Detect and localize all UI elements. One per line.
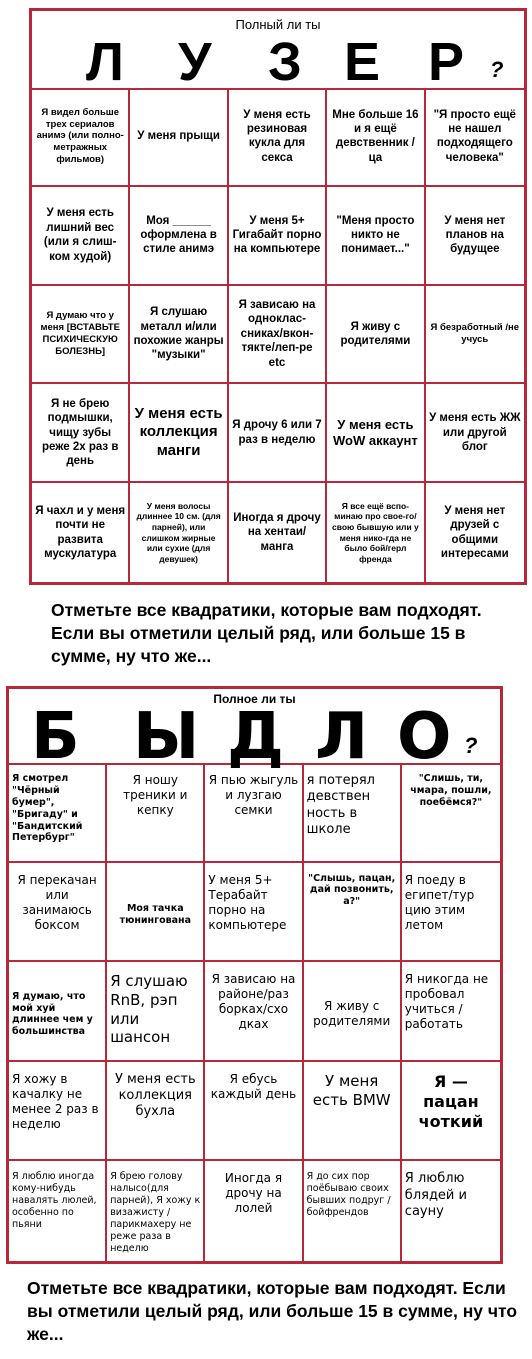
bingo-cell[interactable]: "Я просто ещё не нашел подходящего человека" (426, 88, 524, 187)
bingo-cell[interactable]: Я — пацан чоткий (402, 1062, 500, 1162)
bingo-cell[interactable]: У меня есть BMW (304, 1062, 402, 1162)
bingo-cell[interactable]: Я безработный /не учусь (426, 286, 524, 385)
bingo-cell[interactable]: "Меня просто никто не понимает..." (327, 187, 425, 286)
bingo-cell[interactable]: Моя тачка тюнингована (107, 863, 205, 963)
loser-title (32, 32, 524, 92)
bingo-cell[interactable]: Я пью жыгуль и лузгаю семки (205, 763, 303, 863)
title-letter: Б (31, 700, 80, 774)
loser-bingo-grid (32, 88, 524, 582)
bingo-cell[interactable]: Я чахл и у меня почти не развита мускулатура (32, 483, 130, 582)
bingo-cell[interactable]: Я зависаю на одноклас-сниках/вкон-тякте/леп-ре etc (229, 286, 327, 385)
loser-instructions: Отметьте все квадратики, которые вам подходят. Если вы отметили целый ряд, или больше 15 в сумме, ну что же... (51, 600, 482, 666)
bingo-cell[interactable]: я потерял девствен ность в школе (304, 763, 402, 863)
bingo-cell[interactable]: У меня волосы длиннее 10 см. (для парней), или слишком жирные или сухие (для девушек) (130, 483, 228, 582)
bingo-cell[interactable]: У меня есть резиновая кукла для секса (229, 88, 327, 187)
bingo-cell[interactable]: Я до сих пор поёбываю своих бывших подруг / бойфрендов (304, 1161, 402, 1261)
bingo-cell[interactable]: Я поеду в египет/тур цию этим летом (402, 863, 500, 963)
title-letter: Ы (133, 700, 200, 774)
bingo-cell[interactable]: Я живу с родителями (304, 962, 402, 1062)
bingo-cell[interactable]: Я люблю блядей и сауну (404, 1171, 467, 1219)
bingo-cell[interactable]: У меня есть лишний вес (или я слиш-ком худой) (32, 187, 130, 286)
title-letter: У (178, 32, 212, 92)
bydlo-bingo-grid (9, 763, 500, 1261)
bingo-cell[interactable]: У меня 5+ Гигабайт порно на компьютере (229, 187, 327, 286)
bingo-cell[interactable]: Я видел больше трех сериалов анимэ (или полно-метражных фильмов) (32, 88, 130, 187)
bingo-cell[interactable]: Моя ______ оформлена в стиле анимэ (130, 187, 228, 286)
title-letter: Р (428, 32, 465, 92)
loser-card-subtitle: Полный ли ты (235, 17, 321, 32)
bingo-cell[interactable]: Я все ещё вспо-минаю про свое-го/свою бывшую или у меня нико-гда не было бой/герл френда (327, 483, 425, 582)
bydlo-card-header (9, 689, 500, 774)
bingo-cell[interactable]: У меня нет друзей с общими интересами (440, 504, 509, 560)
bydlo-instructions: Отметьте все квадратики, которые вам подходят. Если вы отметили целый ряд, или больше 15 в сумме, ну что же... (27, 1278, 518, 1344)
bingo-cell[interactable]: Иногда я дрочу на лолей (205, 1161, 303, 1261)
title-letter: О (397, 700, 452, 774)
bingo-cell[interactable]: Я смотрел "Чёрный бумер", "Бригаду" и "Бандитский Петербург" (9, 763, 107, 863)
bingo-cell[interactable]: У меня 5+ Терабайт порно на компьютере (205, 863, 303, 963)
bingo-cell[interactable]: Мне больше 16 и я ещё девственник /ца (327, 88, 425, 187)
bingo-cell[interactable]: У меня есть коллекция бухла (107, 1062, 205, 1162)
title-letter: Л (315, 700, 369, 774)
bingo-cell[interactable]: Я брею голову налысо(для парней), Я хожу к визажисту /парикмахеру не реже раза в неделю (107, 1161, 205, 1261)
bingo-cell[interactable]: Я ебусь каждый день (205, 1062, 303, 1162)
bydlo-bingo-card (6, 686, 503, 1264)
bydlo-card-subtitle: Полное ли ты (213, 692, 296, 706)
loser-bingo-card (29, 8, 527, 585)
bingo-cell[interactable]: Я не брею подмышки, чищу зубы реже 2х раз в день (32, 384, 130, 483)
bingo-cell[interactable]: Я люблю иногда кому-нибудь навалять люлей, особенно по пьяни (9, 1161, 107, 1261)
bingo-cell[interactable]: У меня есть коллекция манги (130, 384, 228, 483)
bingo-cell[interactable]: У меня нет планов на будущее (426, 187, 524, 286)
bingo-cell[interactable]: "Слышь, пацан, дай позвонить, а?" (304, 863, 402, 963)
question-mark: ? (490, 57, 504, 82)
bingo-cell[interactable]: Я дрочу 6 или 7 раз в неделю (229, 384, 327, 483)
bingo-cell[interactable]: Я зависаю на районе/раз борках/схо дках (205, 962, 303, 1062)
bingo-cell[interactable]: У меня есть WoW аккаунт (327, 384, 425, 483)
bingo-cell[interactable]: У меня прыщи (130, 88, 228, 187)
question-mark: ? (464, 733, 478, 758)
bingo-cell[interactable]: У меня есть ЖЖ или другой блог (426, 384, 524, 483)
bydlo-title (9, 700, 500, 774)
title-letter: З (268, 32, 302, 92)
title-letter: Е (344, 32, 381, 92)
bingo-cell[interactable]: Я живу с родителями (327, 286, 425, 385)
bingo-cell[interactable]: Я слушаю RnB, рэп или шансон (107, 962, 205, 1062)
title-letter: Л (86, 32, 124, 92)
bingo-cell[interactable]: Я хожу в качалку не менее 2 раз в неделю (9, 1062, 107, 1162)
bingo-cell[interactable]: "Слишь, ти, чмара, пошли, поебёмся?" (402, 763, 500, 863)
bingo-cell[interactable]: Я ношу треники и кепку (107, 763, 205, 863)
bingo-cell[interactable]: Я думаю что у меня [ВСТАВЬТЕ ПСИХИЧЕСКУЮ БОЛЕЗНЬ] (32, 286, 130, 385)
title-letter: Д (227, 700, 284, 774)
bingo-cell[interactable]: Я никогда не пробовал учиться / работать (402, 962, 500, 1062)
bingo-cell[interactable]: Я перекачан или занимаюсь боксом (9, 863, 107, 963)
loser-card-header (32, 11, 524, 90)
bingo-cell[interactable]: Иногда я дрочу на хентаи/манга (229, 483, 327, 582)
bingo-cell[interactable]: Я думаю, что мой хуй длиннее чем у большинства (9, 962, 107, 1062)
bingo-cell[interactable]: Я слушаю металл и/или похожие жанры "музыки" (130, 286, 228, 385)
